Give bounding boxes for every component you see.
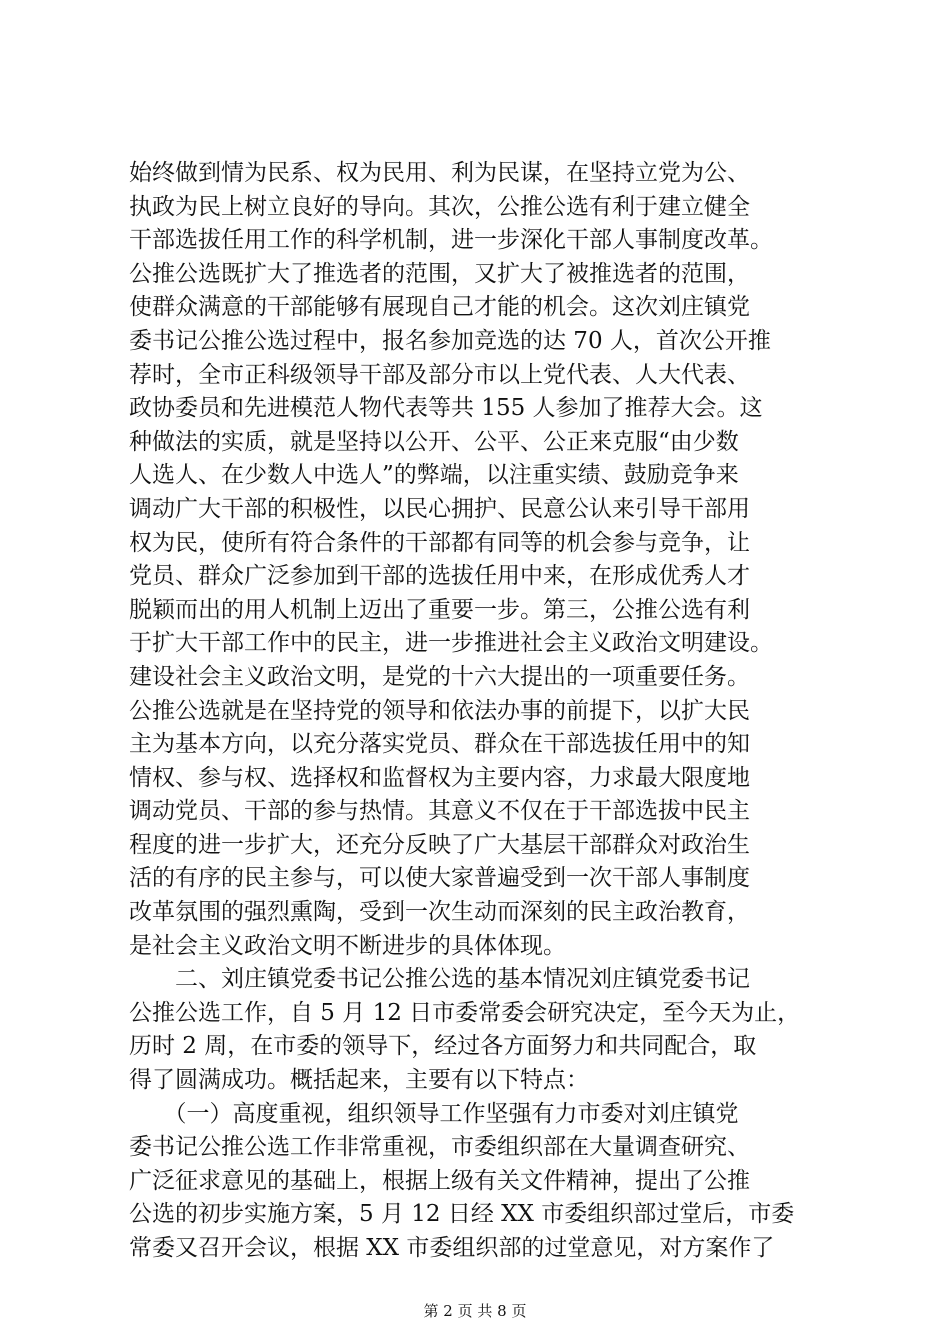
text-line: 常委又召开会议，根据 XX 市委组织部的过堂意见，对方案作了 xyxy=(129,1235,775,1261)
text-line: 使群众满意的干部能够有展现自己才能的机会。这次刘庄镇党 xyxy=(129,294,750,321)
text-line: 得了圆满成功。概括起来，主要有以下特点： xyxy=(129,1067,589,1094)
text-line: 政协委员和先进模范人物代表等共 155 人参加了推荐大会。这 xyxy=(129,395,763,422)
text-line: 委书记公推公选工作非常重视，市委组织部在大量调查研究、 xyxy=(129,1134,750,1161)
text-line: 活的有序的民主参与，可以使大家普遍受到一次干部人事制度 xyxy=(129,865,750,892)
text-line: 荐时，全市正科级领导干部及部分市以上党代表、人大代表、 xyxy=(129,361,750,388)
text-line: 党员、群众广泛参加到干部的选拔任用中来，在形成优秀人才 xyxy=(129,563,750,590)
text-line: 执政为民上树立良好的导向。其次，公推公选有利于建立健全 xyxy=(129,193,750,220)
text-line: 始终做到情为民系、权为民用、利为民谋，在坚持立党为公、 xyxy=(129,160,750,186)
text-line: 广泛征求意见的基础上，根据上级有关文件精神，提出了公推 xyxy=(129,1167,750,1194)
text-line: 历时 2 周，在市委的领导下，经过各方面努力和共同配合，取 xyxy=(129,1033,757,1060)
text-line: 主为基本方向，以充分落实党员、群众在干部选拔任用中的知 xyxy=(129,731,750,758)
text-line: 公推公选既扩大了推选者的范围，又扩大了被推选者的范围， xyxy=(129,260,750,287)
text-line: 调动广大干部的积极性，以民心拥护、民意公认来引导干部用 xyxy=(129,495,750,522)
text-line: 脱颖而出的用人机制上迈出了重要一步。第三，公推公选有利 xyxy=(129,596,750,623)
text-line: 种做法的实质，就是坚持以公开、公平、公正来克服“由少数 xyxy=(129,428,739,455)
text-line: 权为民，使所有符合条件的干部都有同等的机会参与竞争，让 xyxy=(129,529,750,556)
text-line: 建设社会主义政治文明，是党的十六大提出的一项重要任务。 xyxy=(129,663,750,690)
text-line: 干部选拔任用工作的科学机制，进一步深化干部人事制度改革。 xyxy=(129,227,773,254)
text-line: 公选的初步实施方案，5 月 12 日经 XX 市委组织部过堂后，市委 xyxy=(129,1201,795,1228)
text-line: 调动党员、干部的参与热情。其意义不仅在于干部选拔中民主 xyxy=(129,798,750,825)
page-footer: 第 2 页 共 8 页 xyxy=(423,1302,527,1320)
text-line: 是社会主义政治文明不断进步的具体体现。 xyxy=(129,932,566,959)
text-line: 情权、参与权、选择权和监督权为主要内容，力求最大限度地 xyxy=(129,764,750,791)
text-line: 于扩大干部工作中的民主，进一步推进社会主义政治文明建设。 xyxy=(129,630,773,657)
text-line: 人选人、在少数人中选人”的弊端，以注重实绩、鼓励竞争来 xyxy=(129,462,739,489)
text-line: 公推公选就是在坚持党的领导和依法办事的前提下，以扩大民 xyxy=(129,697,750,724)
text-line: 程度的进一步扩大，还充分反映了广大基层干部群众对政治生 xyxy=(129,831,750,858)
text-line: （一）高度重视，组织领导工作坚强有力市委对刘庄镇党 xyxy=(129,1100,739,1127)
text-line: 公推公选工作，自 5 月 12 日市委常委会研究决定，至今天为止， xyxy=(129,999,801,1026)
text-line: 委书记公推公选过程中，报名参加竞选的达 70 人，首次公开推 xyxy=(129,327,771,354)
body-text xyxy=(129,157,859,1266)
text-line: 二、刘庄镇党委书记公推公选的基本情况刘庄镇党委书记 xyxy=(129,966,750,993)
text-line: 改革氛围的强烈熏陶，受到一次生动而深刻的民主政治教育， xyxy=(129,899,750,926)
